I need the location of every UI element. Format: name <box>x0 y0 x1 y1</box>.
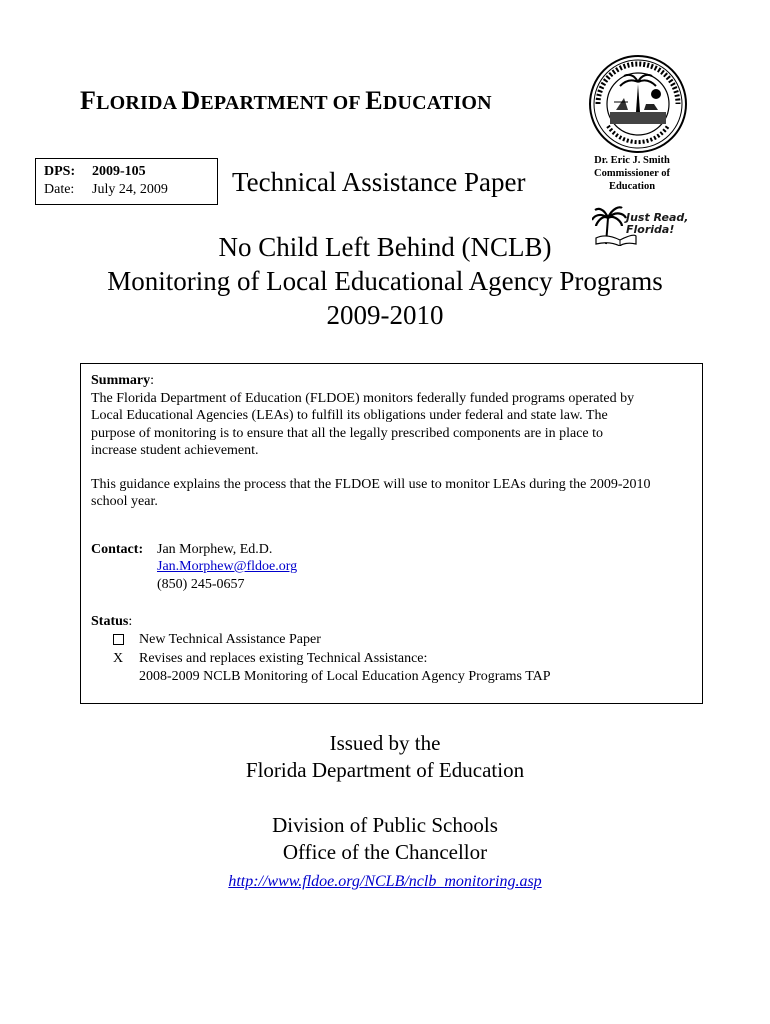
issued-line-1: Issued by the <box>329 731 441 755</box>
state-seal-icon <box>588 54 688 154</box>
status-label: Status <box>91 614 129 629</box>
contact-label: Contact <box>91 541 139 557</box>
status-item-new: New Technical Assistance Paper <box>91 631 692 651</box>
status-item-revises-detail: 2008-2009 NCLB Monitoring of Local Education Agency Programs TAP <box>139 668 551 684</box>
document-title <box>0 230 770 332</box>
unchecked-box-icon <box>113 634 124 645</box>
contact-phone: (850) 245-0657 <box>157 576 245 592</box>
title-line-1: No Child Left Behind (NCLB) <box>218 232 552 262</box>
paper-type-heading: Technical Assistance Paper <box>232 167 526 197</box>
commissioner-title: Commissioner of Education <box>594 168 670 192</box>
dps-value: 2009-105 <box>92 164 146 179</box>
document-id-box <box>35 158 218 205</box>
contact-email-link[interactable]: Jan.Morphew@fldoe.org <box>157 559 298 574</box>
title-line-2: Monitoring of Local Educational Agency Programs <box>107 266 663 296</box>
summary-label: Summary <box>91 373 151 388</box>
issued-line-4: Office of the Chancellor <box>282 840 488 864</box>
issued-line-2: Florida Department of Education <box>245 758 525 782</box>
summary-box: Summary: The Florida Department of Education (FLDOE) monitors federally funded programs operated by Local Educational Agencies (LEAs) to fulfill its obligations under federal and state law. The purpose of monitoring is to ensure that all the legally prescribed components are in place to increase student achievement. This guidance explains the process that the FLDOE will use to monitor LEAs during the 2009-2010 school year. Contact: Jan Morphew, Ed.D. Jan.Morphew@fldoe.org (850) 245-0657 Status: New Technical Assistance Paper X Revises and replaces existing Technical Assistance: 2008-2009 NCLB Monitoring of Local Education Agency Programs TAP <box>80 363 703 704</box>
just-read-florida-text: Just Read, Florida! <box>626 211 689 236</box>
issued-line-3: Division of Public Schools <box>272 813 498 837</box>
commissioner-name: Dr. Eric J. Smith <box>594 155 670 166</box>
summary-paragraph-2: This guidance explains the process that the FLDOE will use to monitor LEAs during the 2009-2010 school year. <box>91 476 651 509</box>
title-line-3: 2009-2010 <box>326 300 444 330</box>
summary-paragraph-1: The Florida Department of Education (FLDOE) monitors federally funded programs operated by Local Educational Agencies (LEAs) to fulfill its obligations under federal and state law. The purpose of monitoring is to ensure that all the legally prescribed components are in place to increase student achievement. <box>91 390 635 458</box>
issued-section <box>0 730 770 893</box>
contact-section: Contact: Jan Morphew, Ed.D. Jan.Morphew@fldoe.org (850) 245-0657 <box>91 541 298 592</box>
date-label: Date: <box>44 182 75 197</box>
commissioner-block <box>572 154 692 193</box>
monitoring-url-link[interactable]: http://www.fldoe.org/NCLB/nclb_monitoring.asp <box>228 873 542 890</box>
status-item-revises: X Revises and replaces existing Technical Assistance: <box>113 651 428 666</box>
dps-label: DPS: <box>44 164 76 179</box>
contact-name: Jan Morphew, Ed.D. <box>157 541 273 557</box>
status-section: Status: New Technical Assistance Paper X Revises and replaces existing Technical Assistance: 2008-2009 NCLB Monitoring of Local Education Agency Programs TAP <box>91 613 692 685</box>
x-mark: X <box>113 651 124 666</box>
department-title: FLORIDA DEPARTMENT OF EDUCATION <box>80 86 492 115</box>
date-value: July 24, 2009 <box>92 182 168 197</box>
